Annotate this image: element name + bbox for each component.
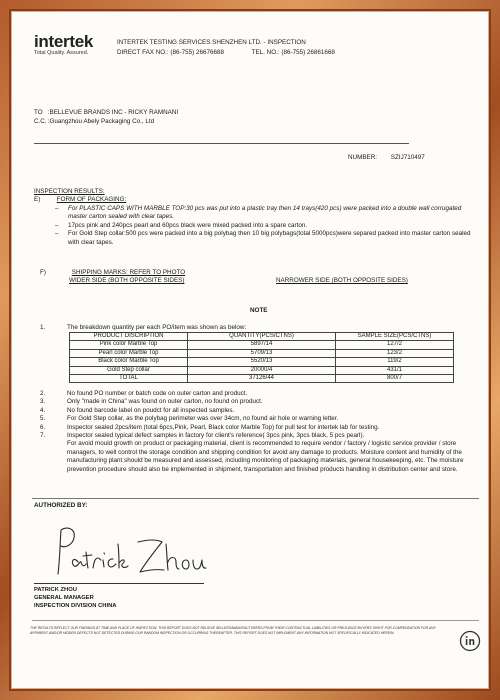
frame-inner [9, 9, 491, 691]
note-paragraph: For avoid mould growth on product or packaging material, client is recommended to require vendor / factory / logistic service provider / store managers, to well control the storage condition and shipping condition for avoid any damage to products. Moisture content and humidity of the manufacturing plant should be measured and assessed, including monitoring of packaging materials, general housekeeping, etc. The moisture prevention procedure should also be implemented in shipment, transportation and finished products handling in distribution center and store. [67, 440, 464, 473]
note-items [40, 390, 480, 474]
breakdown-table [69, 332, 454, 383]
footer-disclaimer: THE RESULTS REFLECT OUR FINDINGS AT TIME AND PLACE OF INSPECTION. THIS REPORT DOES NOT RELIEVE SELLERS/MANUFACTURERS FROM THEIR CONTRACTUAL LIABILITIES OR PREJUDICE BUYERS' RIGHT FOR COMPENSATION FOR ANY APPARENT AND/OR HIDDEN DEFECTS NOT DETECTED DURING OUR RANDOM INSPECTION OR OCCURRING THEREAFTER. THIS REPORT DOES NOT IMPLEMENT ANY INFORMATION NOT SPECIFICALLY INDICATED HEREIN. [30, 626, 436, 635]
linkedin-in-icon [459, 630, 481, 652]
logo-word: intertek [34, 32, 94, 51]
recipient-cc: C.C. :Guangzhou Abely Packaging Co., Ltd [34, 118, 155, 125]
direct-fax: DIRECT FAX NO.: (86-755) 26676688 [117, 49, 224, 56]
note-item: 4. No found barcode label on poudct for all inspected samples. [40, 406, 235, 414]
signatory-division: INSPECTION DIVISION CHINA [34, 603, 117, 609]
table-total-row: TOTAL 37126/44 800/7 [70, 375, 454, 383]
note-item: 7. Inspector sealed typical defect samples in factory for client's reference( 3pcs pink, 3pcs black, 5 pcs pearl). [40, 432, 365, 440]
note-item: 2. No found PO number or batch code on outer carton and product. [40, 390, 248, 397]
table-header-row: PRODUCT DISCRIPTION QUANTITY(PCS/CTNS) SAMPLE SIZE(PCS/CTNS) [70, 333, 454, 341]
table-row: Black color Marble Top 5520/13 119/2 [70, 358, 454, 366]
intertek-logo [34, 32, 93, 56]
note-item: 3. Only "made in China" was found on outer carton, no found on product. [40, 398, 263, 406]
signatory-title: GENERAL MANAGER [34, 595, 94, 601]
company-name: INTERTEK TESTING SERVICES SHENZHEN LTD. - INSPECTION [117, 39, 306, 46]
logo-tagline: Total Quality. Assured. [34, 50, 89, 56]
note-title: NOTE [250, 307, 268, 314]
table-row: Gold Step collar 20000/4 431/1 [70, 366, 454, 374]
header-contact [117, 38, 361, 58]
authorized-heading: AUTHORIZED BY: [34, 502, 88, 509]
section-f: F) SHIPPING MARKS: REFER TO PHOTO [40, 269, 186, 276]
recipient-to: TO :BELLEVUE BRANDS INC - RICKY RAMNANI [34, 109, 179, 116]
note-item-1: 1. The breakdown quantity per each PO/item was shown as below: [40, 324, 247, 331]
table-row: Pearl color Marble Top 5709/13 123/2 [70, 349, 454, 357]
divider-line [32, 498, 479, 499]
divider-line [32, 620, 479, 621]
telephone: TEL. NO.: (86-755) 26861668 [251, 49, 335, 56]
table-row: Pink color Marble Top 5897/14 127/2 [70, 341, 454, 349]
section-e: E) FORM OF PACKAGING: [34, 196, 127, 203]
inspection-heading: INSPECTION RESULTS: [34, 188, 105, 195]
contact-row [117, 48, 361, 58]
wider-side-label: WIDER SIDE (BOTH OPPOSITE SIDES) [69, 277, 185, 284]
signature-image [52, 522, 212, 582]
bullet-item: – 17pcs pink and 240pcs pearl and 60pcs black were mixed packed into a spare carton. [55, 221, 308, 229]
divider-line [34, 143, 409, 144]
bullet-item: – For Gold Step collar:500 pcs were packed into a big polybag then 10 big polybags(total 5000pcs)were separed packed into master carton sealed with clear tapes. [55, 230, 471, 246]
note-item: 6. Inspector sealed 2pcs/item (total 6pcs,Pink, Pearl, Black color Marble Top) for pull test for intertek lab for testing. [40, 423, 380, 431]
packaging-bullets [55, 205, 475, 247]
signatory-name: PATRICK ZHOU [34, 587, 77, 593]
signatory-block [34, 586, 116, 610]
report-number: NUMBER: SZIJ710497 [348, 154, 425, 161]
signature-line [34, 583, 204, 584]
note-item: 5. For Gold Step collar, as the polybag perimeter was over 34cm, no found air hole or warning letter. [40, 415, 339, 423]
document-page [11, 11, 489, 689]
narrower-side-label: NARROWER SIDE (BOTH OPPOSITE SIDES) [276, 277, 408, 284]
bullet-item: – For PLASTIC CAPS WITH MARBLE TOP:30 pcs was put into a plastic tray then 14 trays(420 pcs) were packed into a double wall corrugated master carton sealed with clear tapes. [55, 205, 462, 221]
